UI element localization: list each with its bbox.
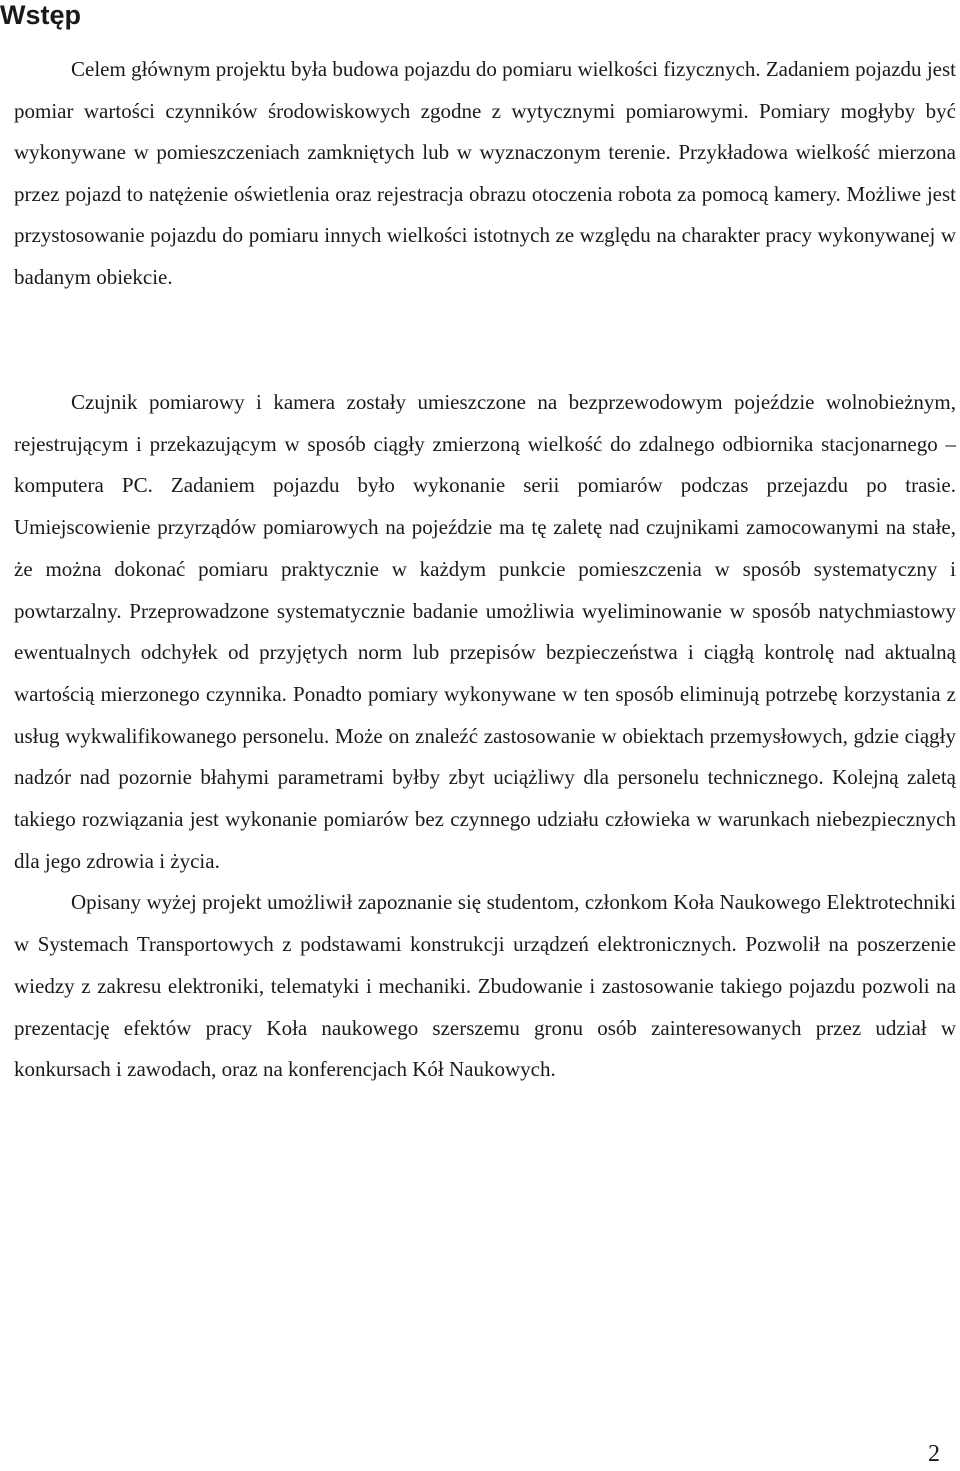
paragraph-project-benefits: Opisany wyżej projekt umożliwił zapoznanie się studentom, członkom Koła Naukowego Elektrotechniki w Systemach Transportowych z podstawami konstrukcji urządzeń elektronicznych. Pozwolił na poszerzenie wiedzy z zakresu elektroniki, telematyki i mechaniki. Zbudowanie i zastosowanie takiego pojazdu pozwoli na prezentację efektów pracy Koła naukowego szerszemu gronu osób zainteresowanych przez udział w konkursach i zawodach, oraz na konferencjach Kół Naukowych. (14, 890, 956, 1082)
section-heading: Wstęp (0, 0, 81, 30)
paragraph-sensors: Czujnik pomiarowy i kamera zostały umieszczone na bezprzewodowym pojeździe wolnobieżnym, rejestrującym i przekazującym w sposób ciągły zmierzoną wielkość do zdalnego odbiornika stacjonarnego – komputera PC. Zadaniem pojazdu było wykonanie serii pomiarów podczas przejazdu po trasie. Umiejscowienie przyrządów pomiarowych na pojeździe ma tę zaletę nad czujnikami zamocowanymi na stałe, że można dokonać pomiaru praktycznie w każdym punkcie pomieszczenia w sposób systematyczny i powtarzalny. Przeprowadzone systematycznie badanie umożliwia wyeliminowanie w sposób natychmiastowy ewentualnych odchyłek od przyjętych norm lub przepisów bezpieczeństwa i ciągłą kontrolę nad aktualną wartością mierzonego czynnika. Ponadto pomiary wykonywane w ten sposób eliminują potrzebę korzystania z usług wykwalifikowanego personelu. Może on znaleźć zastosowanie w obiektach przemysłowych, gdzie ciągły nadzór nad pozornie błahymi parametrami byłby zbyt uciążliwy dla personelu technicznego. Kolejną zaletą takiego rozwiązania jest wykonanie pomiarów bez czynnego udziału człowieka w warunkach niebezpiecznych dla jego zdrowia i życia. (14, 390, 956, 873)
description-block (14, 382, 956, 1091)
paragraph-goal: Celem głównym projektu była budowa pojazdu do pomiaru wielkości fizycznych. Zadaniem pojazdu jest pomiar wartości czynników środowiskowych zgodne z wytycznymi pomiarowymi. Pomiary mogłyby być wykonywane w pomieszczeniach zamkniętych lub w wyznaczonym terenie. Przykładowa wielkość mierzona przez pojazd to natężenie oświetlenia oraz rejestracja obrazu otoczenia robota za pomocą kamery. Możliwe jest przystosowanie pojazdu do pomiaru innych wielkości istotnych ze względu na charakter pracy wykonywanej w badanym obiekcie. (14, 57, 956, 289)
page-number: 2 (928, 1441, 940, 1467)
intro-block (14, 49, 956, 299)
